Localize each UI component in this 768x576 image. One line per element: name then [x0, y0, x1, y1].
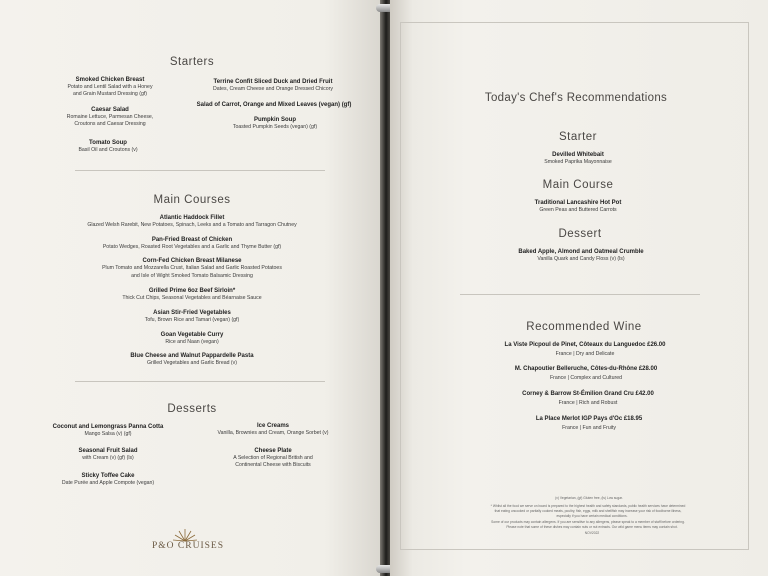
footnote-line: especially if you have certain medical conditions.	[556, 514, 628, 518]
dish-carrot-salad: Salad of Carrot, Orange and Mixed Leaves (vegan) (gf)	[196, 102, 352, 108]
dessert-heading: Dessert	[558, 228, 602, 240]
main-course-heading: Main Course	[542, 179, 614, 191]
starter-heading: Starter	[558, 131, 598, 143]
brand-logo-text: P&O CRUISES	[152, 541, 224, 551]
dish-beef-sirloin: Grilled Prime 6oz Beef Sirloin*	[148, 288, 236, 294]
dish-desc: Vanilla Quark and Candy Floss (v) (ls)	[537, 256, 625, 262]
dish-desc: Rice and Naan (vegan)	[165, 339, 219, 345]
chef-recommendations-title: Today's Chef's Recommendations	[484, 92, 668, 104]
dish-desc: Vanilla, Brownies and Cream, Orange Sorbet (v)	[217, 430, 329, 436]
footnote-line: * Whilst all the food we serve on board is prepared to the highest health and safety standards, public health services have determined	[490, 504, 686, 508]
dish-desc: Plum Tomato and Mozzarella Crust, Italian Salad and Garlic Roasted Potatoes	[102, 265, 282, 271]
dish-sticky-toffee: Sticky Toffee Cake	[81, 473, 135, 479]
dish-desc: Date Purée and Apple Compote (vegan)	[61, 480, 155, 486]
main-courses-heading: Main Courses	[153, 194, 231, 206]
section-divider	[75, 170, 325, 171]
dish-fruit-salad: Seasonal Fruit Salad	[78, 448, 138, 454]
wine-desc: France | Dry and Delicate	[555, 351, 615, 357]
wine-desc: France | Rich and Robust	[558, 400, 618, 406]
dish-vegetable-curry: Goan Vegetable Curry	[160, 332, 224, 338]
section-divider	[460, 294, 700, 295]
dish-tomato-soup: Tomato Soup	[89, 140, 127, 146]
dish-panna-cotta: Coconut and Lemongrass Panna Cotta	[52, 424, 164, 430]
left-menu-page	[0, 0, 382, 576]
dish-pappardelle: Blue Cheese and Walnut Pappardelle Pasta	[130, 353, 254, 359]
footnote-legend: (v) Vegetarian, (gf) Gluten free, (ls) Low sugar.	[555, 496, 623, 500]
footnote-line: Some of our products may contain allergens. If you are sensitive to any allergens, please speak to a member of staff before ordering.	[491, 520, 685, 524]
dish-desc: Toasted Pumpkin Seeds (vegan) (gf)	[232, 124, 318, 130]
dish-haddock: Atlantic Haddock Fillet	[159, 215, 225, 221]
dish-duck-terrine: Terrine Confit Sliced Duck and Dried Fruit	[213, 79, 333, 85]
section-divider	[75, 381, 325, 382]
dish-desc: Basil Oil and Croutons (v)	[78, 147, 138, 153]
dish-desc: with Cream (v) (gf) (ls)	[82, 455, 134, 461]
dish-cheese-plate: Cheese Plate	[254, 448, 292, 454]
wine-st-emilion: Corney & Barrow St-Émilion Grand Cru £42.00	[522, 391, 654, 397]
dish-desc: and Grain Mustard Dressing (gf)	[72, 91, 148, 97]
wine-desc: France | Complex and Cultured	[550, 375, 622, 381]
dish-desc: Tofu, Brown Rice and Tamari (vegan) (gf)	[144, 317, 240, 323]
sunburst-logo-icon	[172, 528, 198, 542]
recommended-wine-heading: Recommended Wine	[526, 321, 642, 333]
dish-devilled-whitebait: Devilled Whitebait	[552, 152, 604, 158]
dish-desc: Glazed Welsh Rarebit, New Potatoes, Spinach, Leeks and a Tomato and Tarragon Chutney	[87, 222, 297, 228]
dish-desc: Dates, Cream Cheese and Orange Dressed Chicory	[213, 86, 333, 92]
dish-desc: Potato Wedges, Roasted Root Vegetables and a Garlic and Thyme Butter (gf)	[102, 244, 282, 250]
footnote-line: Please note that some of these dishes may contain nuts or nut extracts. Our wild game menu items may contain shot.	[506, 525, 678, 529]
wine-picpoul: La Viste Picpoul de Pinet, Côteaux du Languedoc £26.00	[504, 342, 666, 348]
desserts-heading: Desserts	[167, 403, 217, 415]
dish-desc: A Selection of Regional British and	[233, 455, 313, 461]
dish-pan-fried-chicken: Pan-Fried Breast of Chicken	[151, 237, 233, 243]
dish-chicken-milanese: Corn-Fed Chicken Breast Milanese	[142, 258, 242, 264]
dish-lancashire-hot-pot: Traditional Lancashire Hot Pot	[534, 200, 622, 206]
starters-heading: Starters	[169, 56, 215, 68]
dish-desc: Green Peas and Buttered Carrots	[539, 207, 617, 213]
dish-ice-creams: Ice Creams	[256, 423, 290, 429]
wine-la-place-merlot: La Place Merlot IGP Pays d'Oc £18.95	[535, 416, 643, 422]
footnote-line: that eating uncooked or partially cooked meats, poultry, fish, eggs, milk and shellfish may increase your risk of foodborne illness,	[494, 509, 682, 513]
dish-desc: Grilled Vegetables and Garlic Bread (v)	[147, 360, 237, 366]
dish-desc: and Isle of Wight Smoked Tomato Balsamic Dressing	[131, 273, 253, 279]
dish-desc: Smoked Paprika Mayonnaise	[544, 159, 612, 165]
dish-smoked-chicken: Smoked Chicken Breast	[75, 77, 145, 83]
dish-stir-fried-vegetables: Asian Stir-Fried Vegetables	[153, 310, 231, 316]
dish-desc: Continental Cheese with Biscuits	[235, 462, 311, 468]
wine-belleruche: M. Chapoutier Belleruche, Côtes-du-Rhône £28.00	[514, 366, 658, 372]
wine-desc: France | Fun and Fruity	[562, 425, 616, 431]
menu-date-code: NOV2022	[584, 531, 600, 535]
dish-caesar-salad: Caesar Salad	[91, 107, 129, 113]
dish-apple-crumble: Baked Apple, Almond and Oatmeal Crumble	[518, 249, 644, 255]
dish-desc: Potato and Lentil Salad with a Honey	[67, 84, 153, 90]
dish-pumpkin-soup: Pumpkin Soup	[254, 117, 296, 123]
dish-desc: Mango Salsa (v) (gf)	[84, 431, 132, 437]
dish-desc: Croutons and Caesar Dressing	[74, 121, 146, 127]
dish-desc: Thick Cut Chips, Seasonal Vegetables and Béarnaise Sauce	[122, 295, 262, 301]
dish-desc: Romaine Lettuce, Parmesan Cheese,	[66, 114, 154, 120]
